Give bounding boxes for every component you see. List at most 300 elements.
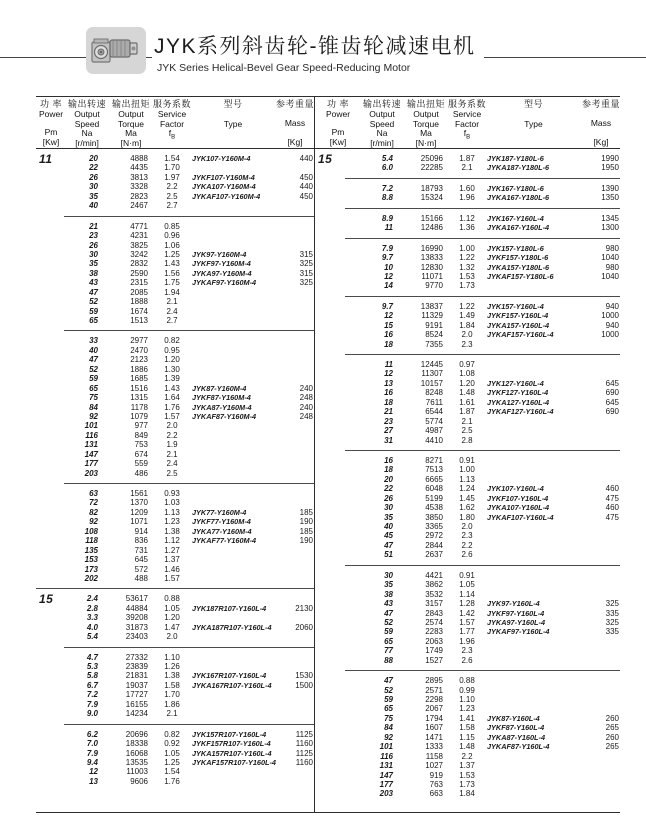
cell-output-speed: 11 — [384, 223, 393, 233]
cell-service-factor: 0.95 — [164, 345, 180, 355]
rating-group — [315, 360, 620, 445]
cell-service-factor: 1.10 — [459, 695, 475, 704]
cell-type: JYKAF97-Y160L-4 — [487, 627, 550, 637]
cell-output-speed: 8.8 — [381, 193, 393, 203]
cell-type — [190, 653, 284, 662]
cell-type: JYK187R107-Y160L-4 — [192, 603, 267, 613]
cell-service-factor: 1.87 — [459, 154, 475, 163]
cell-type: JYKA157R107-Y160L-4 — [192, 748, 272, 758]
cell-output-torque: 53617 — [125, 594, 148, 604]
cell-type: JYK157-Y180L-6 — [487, 243, 544, 253]
cell-service-factor: 1.32 — [459, 262, 475, 272]
cell-output-torque: 7611 — [425, 397, 443, 407]
cell-type — [190, 459, 284, 468]
cell-service-factor: 1.37 — [164, 555, 180, 565]
rating-group — [36, 594, 314, 641]
rating-group — [315, 302, 620, 349]
cell-output-speed: 18 — [384, 465, 393, 475]
cell-output-speed: 116 — [85, 430, 98, 440]
cell-type: JYK167R107-Y160L-4 — [192, 671, 267, 681]
cell-output-speed: 16 — [384, 330, 393, 340]
cell-mass — [284, 489, 314, 498]
table-row — [315, 656, 620, 665]
table-row — [36, 574, 314, 583]
rating-group — [36, 154, 314, 211]
cell-type — [190, 469, 284, 478]
cell-mass — [590, 531, 620, 540]
cell-type: JYKF127-Y160L-4 — [487, 388, 549, 398]
col-header-service-factor: 服务系数 Service Factor $f_B$ — [153, 99, 192, 142]
cell-mass: 335 — [605, 627, 619, 637]
cell-output-speed: 12 — [89, 767, 98, 777]
cell-output-speed: 12 — [384, 311, 393, 321]
cell-output-torque: 572 — [134, 564, 148, 574]
cell-service-factor: 2.7 — [166, 316, 178, 325]
group-separator — [345, 238, 620, 239]
cell-service-factor: 1.03 — [164, 498, 180, 508]
cell-output-torque: 645 — [134, 555, 148, 565]
cell-output-torque: 19037 — [125, 680, 148, 690]
col-header-torque: 输出扭矩 Output Torque Ma [N·m] — [406, 99, 445, 149]
group-separator — [64, 216, 314, 217]
cell-service-factor: 1.76 — [164, 402, 180, 412]
cell-mass: 315 — [299, 268, 313, 278]
cell-service-factor: 2.6 — [461, 655, 473, 665]
cell-output-speed: 5.3 — [86, 662, 98, 671]
cell-output-torque: 4538 — [425, 503, 443, 513]
rating-group — [315, 154, 620, 173]
cell-output-speed: 31 — [384, 435, 393, 445]
cell-mass — [284, 201, 314, 210]
group-separator — [64, 483, 314, 484]
table-row — [36, 250, 314, 259]
cell-service-factor: 1.27 — [164, 545, 180, 555]
cell-output-torque: 16155 — [125, 699, 148, 709]
cell-output-torque: 849 — [134, 430, 148, 440]
cell-mass: 1040 — [601, 271, 619, 281]
cell-output-torque: 914 — [134, 526, 148, 536]
cell-mass: 450 — [299, 172, 313, 182]
cell-type — [485, 580, 590, 589]
cell-mass: 325 — [605, 617, 619, 627]
cell-mass — [590, 541, 620, 550]
cell-output-torque: 18793 — [420, 183, 443, 193]
table-row — [36, 709, 314, 718]
cell-output-speed: 12 — [384, 271, 393, 281]
cell-output-torque: 763 — [429, 779, 443, 789]
cell-mass: 690 — [605, 407, 619, 417]
cell-output-torque: 2844 — [425, 540, 443, 550]
cell-mass: 980 — [605, 262, 619, 272]
cell-output-torque: 1888 — [130, 297, 148, 307]
cell-output-torque: 3850 — [425, 512, 443, 522]
cell-output-torque: 17727 — [125, 690, 148, 700]
cell-service-factor: 1.23 — [459, 704, 475, 714]
cell-type: JYKA97-Y160M-4 — [192, 268, 252, 278]
cell-mass — [284, 431, 314, 440]
cell-service-factor: 1.58 — [164, 680, 180, 690]
cell-output-torque: 8271 — [425, 455, 443, 465]
table-row — [36, 374, 314, 383]
table-row — [315, 253, 620, 262]
cell-output-torque: 2123 — [130, 355, 148, 365]
cell-mass — [590, 340, 620, 349]
cell-output-torque: 2085 — [130, 287, 148, 297]
table-row — [36, 192, 314, 201]
table-row — [315, 426, 620, 435]
cell-output-speed: 30 — [384, 570, 393, 580]
rating-group — [315, 184, 620, 203]
cell-output-torque: 1079 — [130, 411, 148, 421]
cell-type — [485, 590, 590, 599]
cell-output-torque: 2843 — [425, 608, 443, 618]
table-row — [315, 695, 620, 704]
table-row — [36, 346, 314, 355]
cell-output-torque: 14234 — [125, 709, 148, 719]
table-row — [36, 222, 314, 231]
cell-output-torque: 3365 — [425, 522, 443, 531]
table-row — [36, 527, 314, 536]
group-separator — [64, 330, 314, 331]
cell-mass: 1125 — [295, 729, 313, 739]
cell-output-torque: 1607 — [425, 723, 443, 733]
cell-type: JYKAF97-Y160M-4 — [192, 278, 257, 288]
cell-type — [485, 436, 590, 445]
cell-output-speed: 77 — [384, 646, 393, 656]
cell-type — [190, 440, 284, 449]
table-row — [36, 730, 314, 739]
cell-output-torque: 2895 — [425, 676, 443, 686]
table-row — [315, 436, 620, 445]
cell-service-factor: 0.82 — [164, 729, 180, 739]
cell-mass — [284, 440, 314, 449]
cell-mass: 645 — [605, 397, 619, 407]
cell-service-factor: 1.26 — [164, 662, 180, 671]
table-row — [36, 489, 314, 498]
cell-service-factor: 2.1 — [166, 297, 178, 307]
cell-service-factor: 2.3 — [461, 531, 473, 541]
cell-output-speed: 8.9 — [381, 213, 393, 223]
cell-output-speed: 45 — [384, 531, 393, 541]
cell-mass — [284, 613, 314, 622]
cell-service-factor: 0.82 — [164, 336, 180, 346]
cell-output-speed: 40 — [89, 201, 98, 211]
cell-type: JYKAF77-Y160M-4 — [192, 536, 257, 546]
cell-mass — [284, 346, 314, 355]
cell-service-factor: 1.9 — [166, 440, 178, 450]
cell-service-factor: 1.96 — [459, 193, 475, 203]
table-row — [36, 412, 314, 421]
cell-mass: 1990 — [601, 154, 619, 163]
table-row — [36, 259, 314, 268]
table-row — [36, 231, 314, 240]
cell-output-torque: 44884 — [125, 603, 148, 613]
table-row — [315, 263, 620, 272]
table-row — [315, 321, 620, 330]
table-row — [36, 739, 314, 748]
cell-output-torque: 674 — [134, 449, 148, 459]
cell-type — [485, 789, 590, 798]
cell-mass — [590, 436, 620, 445]
table-row — [315, 398, 620, 407]
cell-mass — [590, 522, 620, 531]
cell-service-factor: 1.61 — [459, 397, 475, 407]
group-separator — [345, 296, 620, 297]
cell-type: JYKAF157-Y180L-6 — [487, 271, 554, 281]
cell-type: JYKF107-Y160L-4 — [487, 493, 549, 503]
cell-type: JYK107-Y160L-4 — [487, 484, 544, 494]
table-row — [36, 154, 314, 163]
cell-output-speed: 33 — [89, 336, 98, 346]
cell-type — [190, 421, 284, 430]
cell-mass — [590, 686, 620, 695]
table-row — [315, 302, 620, 311]
table-row — [36, 182, 314, 191]
cell-output-speed: 52 — [89, 364, 98, 374]
cell-output-torque: 2590 — [130, 268, 148, 278]
cell-service-factor: 1.43 — [164, 383, 180, 393]
cell-service-factor: 1.22 — [459, 253, 475, 263]
table-row — [36, 365, 314, 374]
cell-mass — [590, 704, 620, 713]
cell-service-factor: 1.38 — [164, 671, 180, 681]
table-row — [36, 749, 314, 758]
cell-service-factor: 2.6 — [461, 550, 473, 560]
table-row — [36, 536, 314, 545]
table-row — [36, 297, 314, 306]
cell-output-torque: 7513 — [425, 465, 443, 475]
col-header-type: 型号 Type — [523, 99, 543, 129]
cell-output-speed: 43 — [89, 278, 98, 288]
cell-output-speed: 35 — [89, 191, 98, 201]
cell-mass — [284, 241, 314, 250]
cell-output-torque: 11003 — [126, 767, 148, 777]
col-header-speed: 输出转速 Output Speed Na [r/min] — [67, 99, 106, 149]
cell-type — [190, 498, 284, 507]
cell-type: JYKAF157R107-Y160L-4 — [192, 757, 276, 767]
cell-type: JYKAF87-Y160M-4 — [192, 411, 257, 421]
page-title: JYK系列斜齿轮-锥齿轮减速电机 — [152, 30, 484, 63]
table-row — [36, 288, 314, 297]
cell-type: JYKA167R107-Y160L-4 — [192, 680, 272, 690]
cell-output-speed: 38 — [384, 589, 393, 599]
cell-output-torque: 12486 — [420, 223, 443, 233]
cell-service-factor: 1.28 — [459, 599, 475, 609]
table-row — [315, 771, 620, 780]
cell-mass: 1040 — [601, 253, 619, 263]
col-header-torque: 输出扭矩 Output Torque Ma [N·m] — [111, 99, 150, 149]
cell-output-torque: 1513 — [130, 316, 148, 325]
cell-output-torque: 753 — [134, 440, 148, 450]
cell-output-speed: 52 — [89, 297, 98, 307]
cell-mass — [590, 550, 620, 559]
cell-output-torque: 1886 — [130, 364, 148, 374]
cell-service-factor: 1.06 — [164, 240, 180, 250]
cell-service-factor: 2.1 — [461, 416, 473, 426]
cell-output-torque: 20696 — [125, 729, 148, 739]
cell-service-factor: 1.97 — [164, 172, 180, 182]
cell-service-factor: 1.12 — [164, 536, 180, 546]
cell-output-torque: 6544 — [425, 407, 443, 417]
cell-mass: 940 — [605, 320, 619, 330]
cell-output-speed: 21 — [384, 407, 393, 417]
cell-service-factor: 2.0 — [461, 330, 473, 340]
cell-service-factor: 1.86 — [164, 699, 180, 709]
cell-type: JYKA127-Y160L-4 — [487, 397, 550, 407]
cell-type — [190, 355, 284, 364]
table-row — [315, 522, 620, 531]
cell-type — [485, 541, 590, 550]
cell-output-torque: 2574 — [425, 617, 443, 627]
table-row — [315, 752, 620, 761]
cell-output-speed: 177 — [84, 459, 98, 469]
table-row — [36, 690, 314, 699]
table-row — [36, 653, 314, 662]
cell-output-speed: 75 — [384, 713, 393, 723]
table-row — [315, 618, 620, 627]
cell-output-speed: 177 — [379, 779, 393, 789]
cell-output-torque: 1749 — [425, 646, 443, 656]
cell-mass: 1500 — [295, 680, 313, 690]
cell-mass — [284, 594, 314, 603]
cell-type: JYK97-Y160M-4 — [192, 249, 247, 259]
cell-mass: 1390 — [601, 183, 619, 193]
table-row — [36, 613, 314, 622]
cell-output-torque: 2571 — [425, 685, 443, 695]
table-row — [315, 550, 620, 559]
cell-output-speed: 65 — [384, 704, 393, 714]
cell-output-speed: 108 — [84, 526, 98, 536]
cell-mass: 335 — [605, 608, 619, 618]
rating-group — [315, 214, 620, 233]
cell-service-factor: 2.3 — [461, 646, 473, 656]
cell-output-speed: 30 — [384, 503, 393, 513]
cell-service-factor: 1.70 — [164, 163, 180, 173]
cell-output-speed: 30 — [89, 182, 98, 192]
table-row — [36, 403, 314, 412]
cell-service-factor: 1.53 — [459, 770, 475, 780]
cell-type: JYKA167-Y160L-4 — [487, 223, 550, 233]
cell-output-torque: 5774 — [425, 416, 443, 426]
table-row — [315, 193, 620, 202]
rating-group — [315, 676, 620, 799]
cell-mass: 645 — [605, 378, 619, 388]
cell-service-factor: 1.42 — [459, 608, 475, 618]
table-row — [315, 742, 620, 751]
cell-type: JYK157-Y160L-4 — [487, 301, 544, 311]
table-row — [36, 662, 314, 671]
cell-output-torque: 11329 — [421, 311, 443, 321]
cell-output-torque: 1315 — [130, 393, 148, 403]
table-row — [36, 508, 314, 517]
power-rating-value: 11 — [39, 152, 53, 166]
cell-output-speed: 101 — [84, 421, 98, 431]
cell-service-factor: 2.2 — [166, 430, 178, 440]
table-row — [315, 154, 620, 163]
cell-type — [485, 465, 590, 474]
cell-output-torque: 16068 — [125, 748, 148, 758]
group-separator — [36, 588, 314, 589]
cell-output-speed: 4.7 — [86, 652, 98, 662]
cell-mass — [590, 281, 620, 290]
cell-service-factor: 2.2 — [461, 751, 473, 761]
table-row — [315, 494, 620, 503]
cell-service-factor: 1.20 — [459, 378, 475, 388]
cell-service-factor: 1.76 — [164, 776, 180, 786]
cell-type: JYKAF157-Y160L-4 — [487, 330, 554, 340]
cell-mass: 450 — [299, 191, 313, 201]
cell-service-factor: 2.8 — [461, 435, 473, 445]
table-row — [315, 184, 620, 193]
cell-output-speed: 52 — [384, 617, 393, 627]
cell-mass: 1000 — [601, 330, 619, 340]
table-row — [315, 513, 620, 522]
table-row — [36, 450, 314, 459]
cell-mass: 440 — [299, 182, 313, 192]
cell-output-torque: 4987 — [425, 426, 443, 436]
cell-mass: 1160 — [295, 739, 313, 749]
cell-service-factor: 1.49 — [459, 311, 475, 321]
cell-service-factor: 0.92 — [164, 739, 180, 749]
cell-type: JYK127-Y160L-4 — [487, 378, 544, 388]
cell-type: JYK97-Y160L-4 — [487, 599, 540, 609]
cell-type: JYKF97-Y160M-4 — [192, 259, 251, 269]
cell-type — [485, 637, 590, 646]
cell-output-speed: 16 — [384, 455, 393, 465]
cell-service-factor: 1.25 — [164, 757, 180, 767]
cell-output-torque: 559 — [134, 459, 148, 469]
cell-output-speed: 59 — [89, 306, 98, 316]
cell-output-speed: 20 — [89, 154, 98, 163]
table-row — [315, 281, 620, 290]
cell-type — [485, 752, 590, 761]
cell-output-speed: 65 — [384, 636, 393, 646]
table-row — [315, 686, 620, 695]
cell-service-factor: 1.39 — [164, 374, 180, 384]
group-separator — [64, 647, 314, 648]
cell-type — [485, 676, 590, 685]
table-row — [36, 440, 314, 449]
cell-mass: 940 — [605, 301, 619, 311]
cell-output-torque: 1685 — [130, 374, 148, 384]
cell-output-speed: 203 — [84, 468, 98, 478]
table-row — [315, 379, 620, 388]
cell-type — [485, 360, 590, 369]
cell-service-factor: 2.0 — [166, 421, 178, 431]
table-row — [36, 241, 314, 250]
group-separator — [345, 208, 620, 209]
data-groups-left — [36, 149, 314, 786]
cell-mass — [590, 637, 620, 646]
cell-output-speed: 7.9 — [86, 748, 98, 758]
cell-output-torque: 3242 — [130, 249, 148, 259]
cell-type — [485, 522, 590, 531]
cell-output-torque: 3825 — [130, 240, 148, 250]
col-header-power: 功 率 Power Pm [Kw] — [325, 99, 351, 148]
table-row — [315, 580, 620, 589]
cell-output-speed: 72 — [89, 498, 98, 508]
cell-service-factor: 1.20 — [164, 355, 180, 365]
table-row — [315, 590, 620, 599]
cell-mass — [284, 767, 314, 776]
cell-mass: 1345 — [601, 213, 619, 223]
cell-output-speed: 13 — [384, 378, 393, 388]
cell-output-speed: 147 — [379, 770, 393, 780]
cell-service-factor: 2.0 — [166, 632, 178, 642]
table-row — [315, 388, 620, 397]
cell-mass — [590, 369, 620, 378]
cell-output-torque: 2977 — [130, 336, 148, 346]
